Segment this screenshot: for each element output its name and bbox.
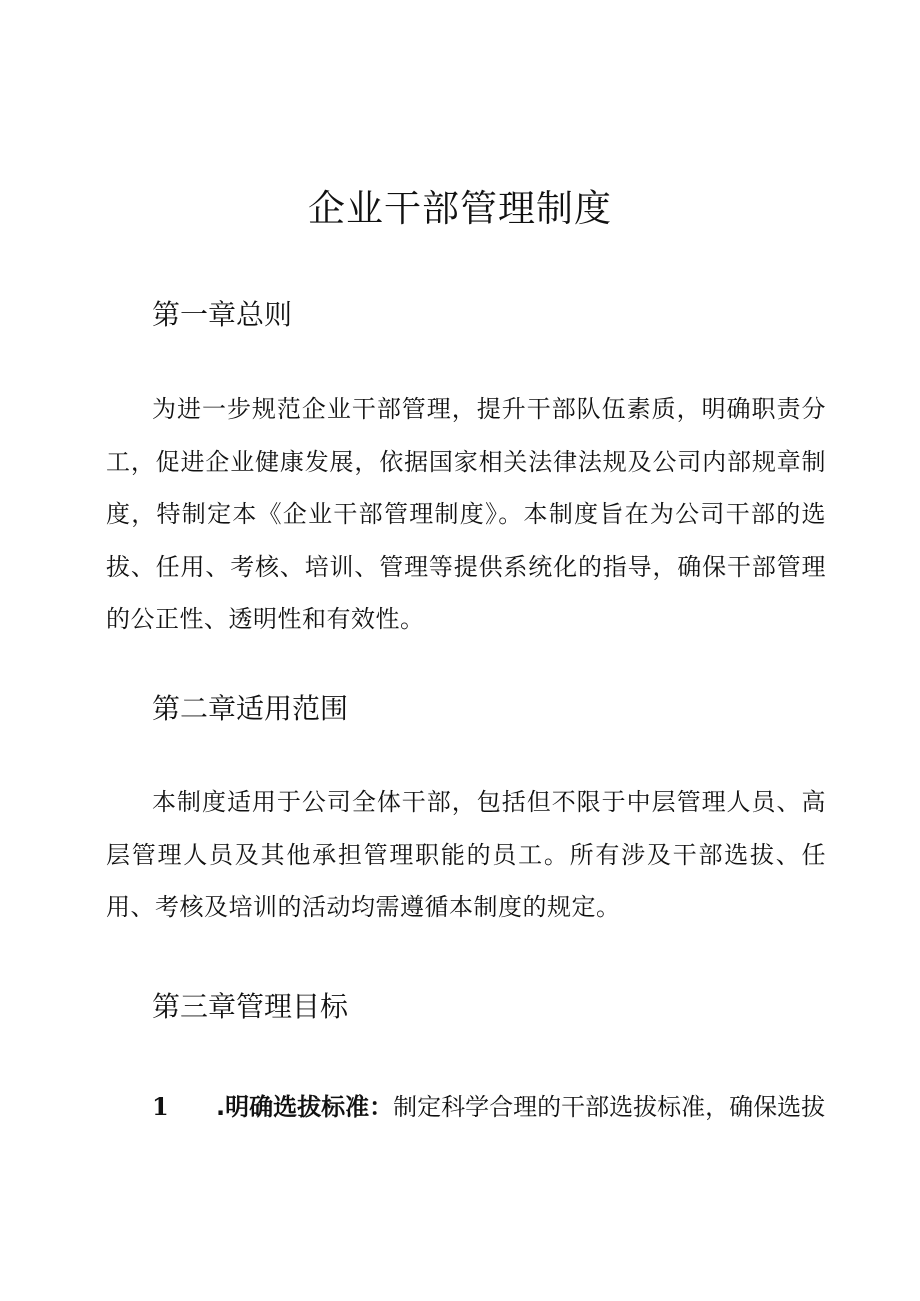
chapter-1-heading: 第一章总则 [152,298,293,331]
chapter-2-paragraph: 本制度适用于公司全体干部，包括但不限于中层管理人员、高层管理人员及其他承担管理职能的员工。所有涉及干部选拔、任用、考核及培训的活动均需遵循本制度的规定。 [106,788,826,921]
chapter-3-heading: 第三章管理目标 [152,990,349,1023]
list-item-text: 制定科学合理的干部选拔标准，确保选拔 [393,1093,826,1121]
list-item [152,1089,832,1125]
chapter-1-paragraph: 为进一步规范企业干部管理，提升干部队伍素质，明确职责分工，促进企业健康发展，依据国家相关法律法规及公司内部规章制度，特制定本《企业干部管理制度》。本制度旨在为公司干部的选拔、任用、考核、培训、管理等提供系统化的指导，确保干部管理的公正性、透明性和有效性。 [106,395,826,633]
chapter-2-heading: 第二章适用范围 [152,692,349,725]
document-title: 企业干部管理制度 [308,187,612,230]
list-item-number: 1 [152,1092,169,1121]
list-item-term: .明确选拔标准： [216,1093,394,1121]
